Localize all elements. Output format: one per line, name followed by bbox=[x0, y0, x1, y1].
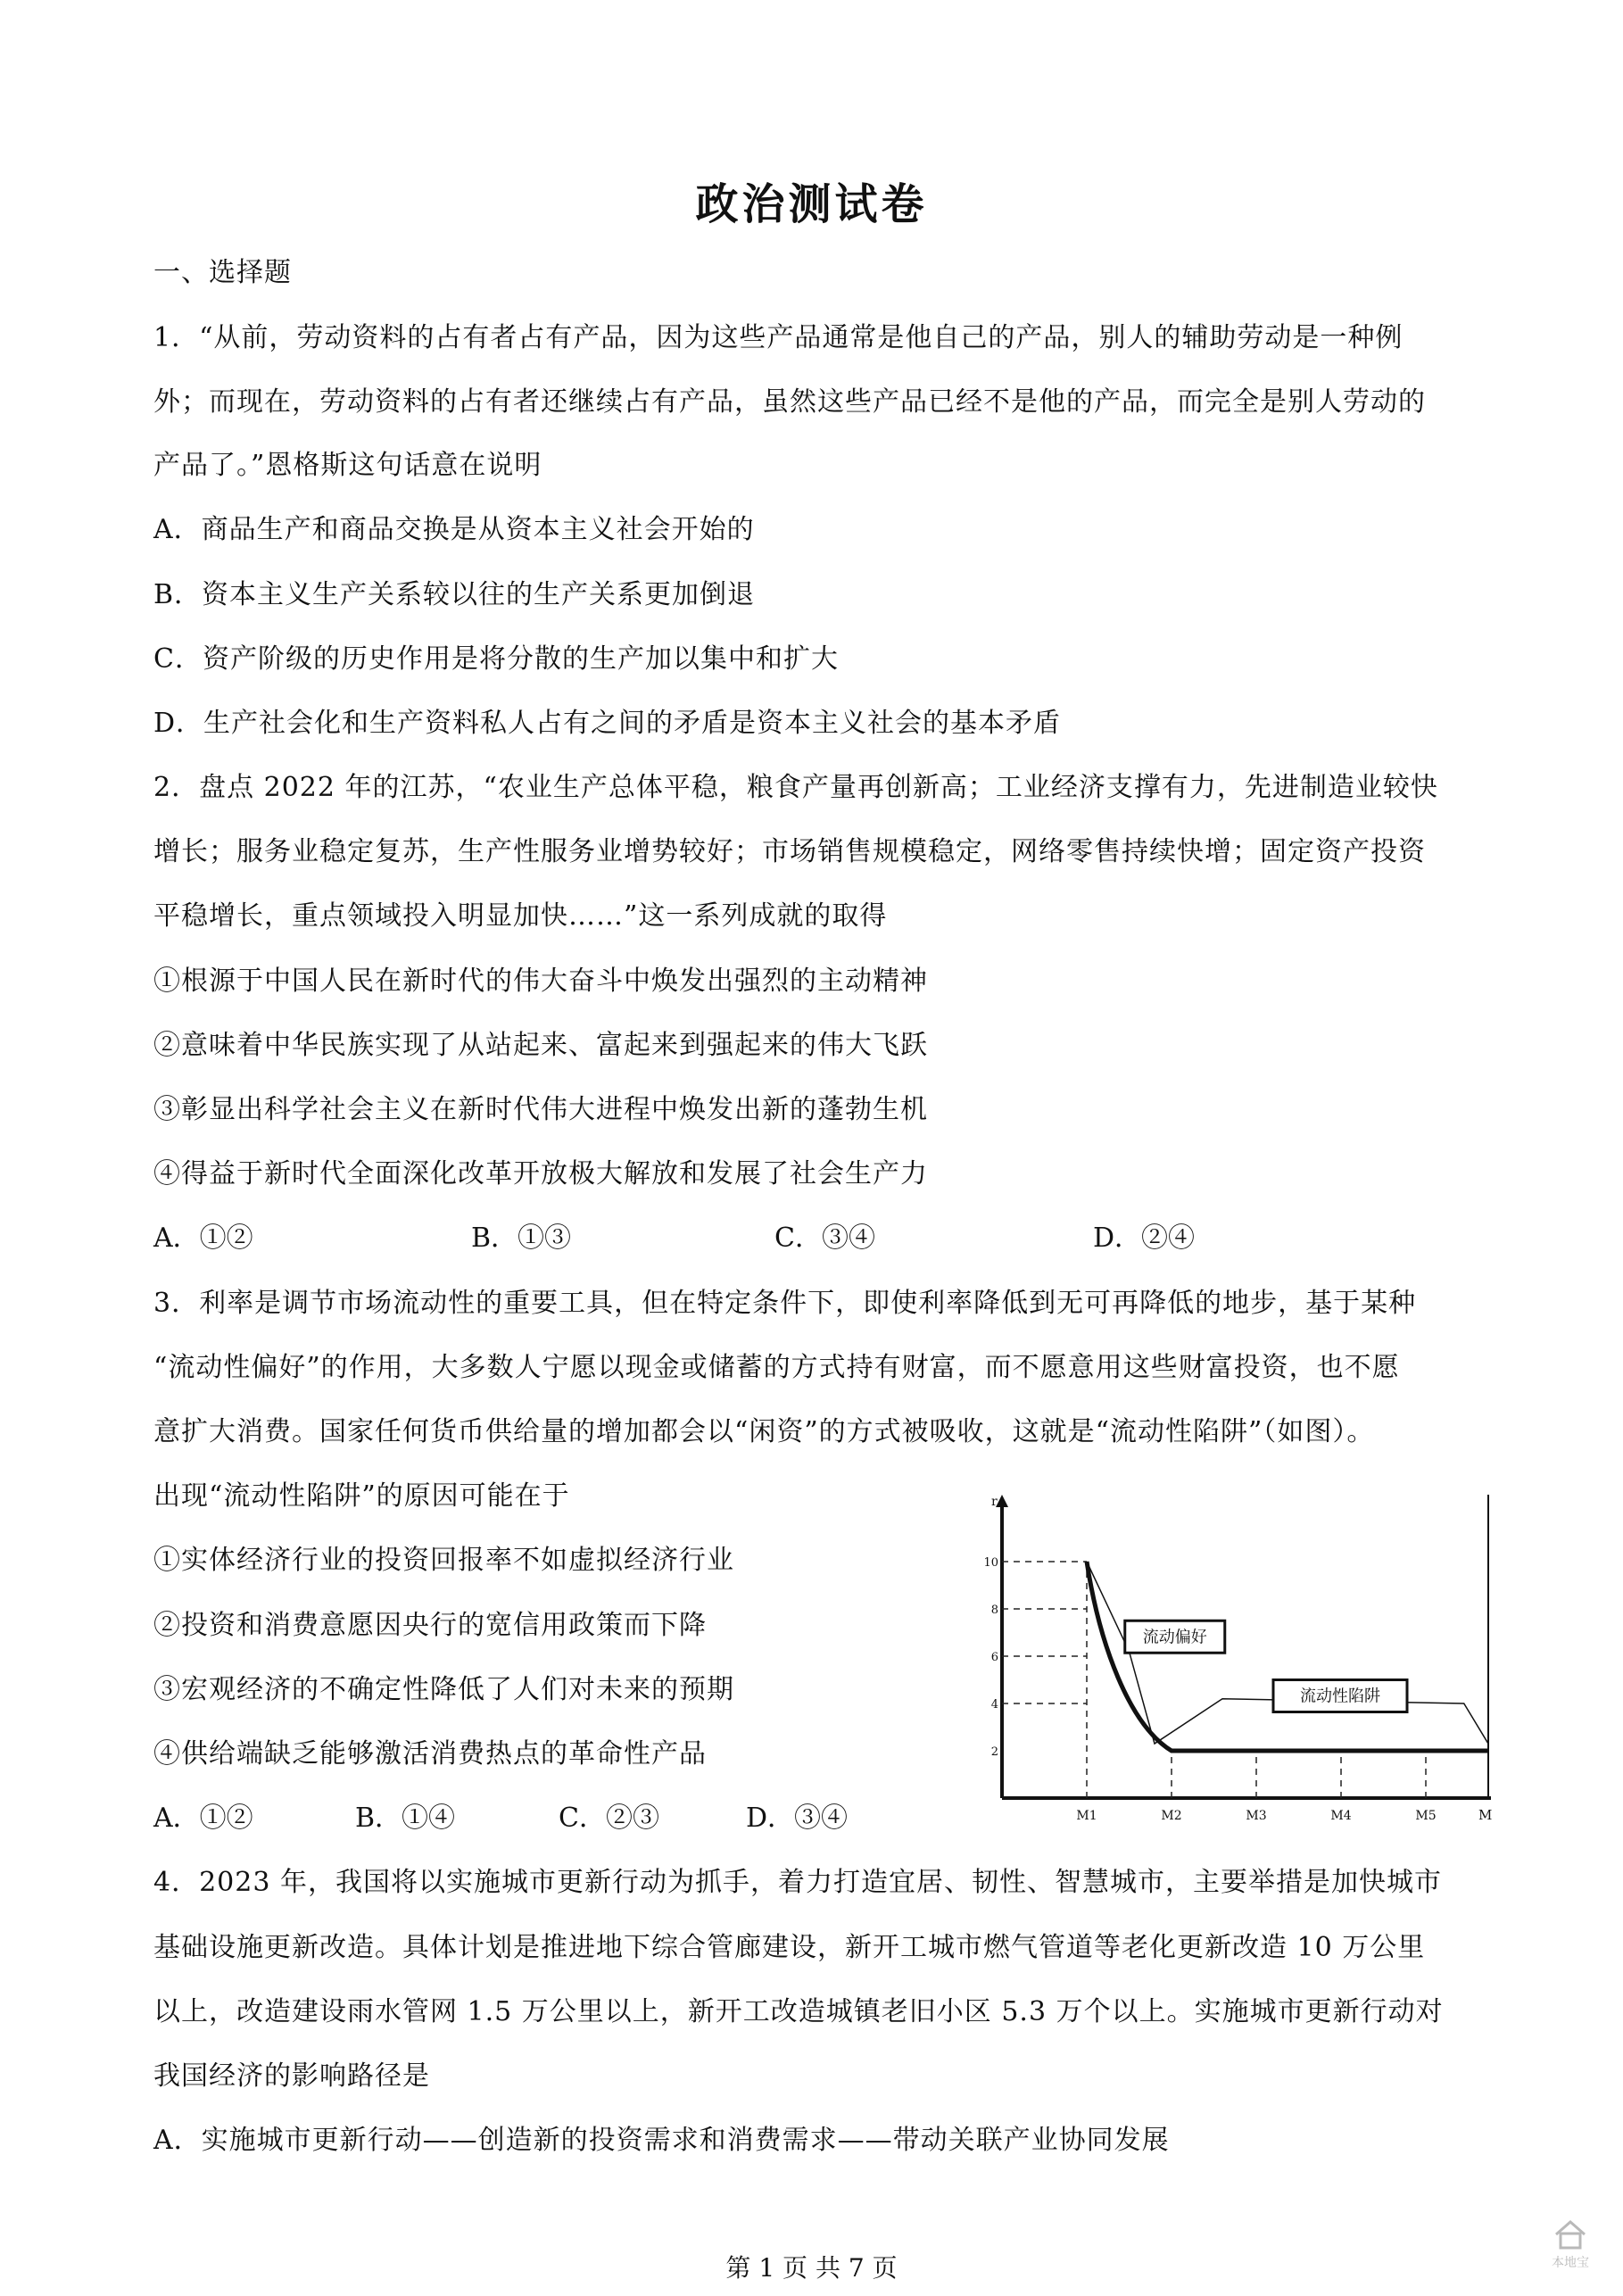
q1-stem-line-1: 1．“从前，劳动资料的占有者占有产品，因为这些产品通常是他自己的产品，别人的辅助劳动是一种例 bbox=[153, 322, 1404, 353]
q3-statement-1: ①实体经济行业的投资回报率不如虚拟经济行业 bbox=[153, 1545, 734, 1576]
q3-stem-line-4: 出现“流动性陷阱”的原因可能在于 bbox=[153, 1480, 570, 1512]
page-footer: 第 1 页 共 7 页 bbox=[725, 2253, 898, 2283]
q1-stem-line-2: 外；而现在，劳动资料的占有者还继续占有产品，虽然这些产品已经不是他的产品，而完全是别人劳动的 bbox=[153, 386, 1426, 418]
q2-statement-4: ④得益于新时代全面深化改革开放极大解放和发展了社会生产力 bbox=[153, 1158, 928, 1189]
x-tick-label: M3 bbox=[1246, 1809, 1267, 1823]
q3-statement-4: ④供给端缺乏能够激活消费热点的革命性产品 bbox=[153, 1738, 707, 1770]
q4-stem-line-1: 4．2023 年，我国将以实施城市更新行动为抓手，着力打造宜居、韧性、智慧城市，主要举措是加快城市 bbox=[153, 1867, 1442, 1898]
liquidity-curve-line bbox=[1087, 1562, 1488, 1751]
annotation-liquidity-preference-label: 流动偏好 bbox=[1142, 1628, 1207, 1647]
q2-statement-1: ①根源于中国人民在新时代的伟大奋斗中焕发出强烈的主动精神 bbox=[153, 966, 928, 997]
q3-option-a: A．①② bbox=[153, 1803, 253, 1834]
liquidity-trap-chart bbox=[983, 1495, 1495, 1838]
x-tick-label: M2 bbox=[1161, 1809, 1182, 1823]
q1-option-c: C．资产阶级的历史作用是将分散的生产加以集中和扩大 bbox=[153, 643, 839, 675]
annotation-liquidity-trap-label: 流动性陷阱 bbox=[1300, 1687, 1380, 1706]
q3-statement-2: ②投资和消费意愿因央行的宽信用政策而下降 bbox=[153, 1610, 707, 1641]
page-title: 政治测试卷 bbox=[695, 179, 928, 229]
q1-stem-line-3: 产品了。”恩格斯这句话意在说明 bbox=[153, 450, 542, 481]
y-tick-label: 6 bbox=[990, 1651, 998, 1664]
y-tick-label: 10 bbox=[983, 1556, 998, 1570]
q2-stem-line-3: 平稳增长，重点领域投入明显加快……”这一系列成就的取得 bbox=[153, 900, 888, 932]
watermark-text: 本地宝 bbox=[1552, 2256, 1589, 2270]
q2-stem-line-1: 2．盘点 2022 年的江苏，“农业生产总体平稳，粮食产量再创新高；工业经济支撑有力，先进制造业较快 bbox=[153, 772, 1438, 803]
q3-statement-3: ③宏观经济的不确定性降低了人们对未来的预期 bbox=[153, 1674, 734, 1705]
section-heading: 一、选择题 bbox=[153, 257, 292, 288]
q1-option-b: B．资本主义生产关系较以往的生产关系更加倒退 bbox=[153, 579, 756, 610]
q3-option-c: C．②③ bbox=[559, 1803, 659, 1834]
q2-option-a: A．①② bbox=[153, 1223, 253, 1254]
y-axis-label: r bbox=[991, 1495, 998, 1509]
q4-option-a: A．实施城市更新行动——创造新的投资需求和消费需求——带动关联产业协同发展 bbox=[153, 2125, 1170, 2156]
q4-stem-line-3: 以上，改造建设雨水管网 1.5 万公里以上，新开工改造城镇老旧小区 5.3 万个以上。实施城市更新行动对 bbox=[153, 1996, 1444, 2027]
q2-option-c: C．③④ bbox=[774, 1223, 875, 1254]
q3-stem-line-3: 意扩大消费。国家任何货币供给量的增加都会以“闲资”的方式被吸收，这就是“流动性陷阱”（如图）。 bbox=[153, 1416, 1375, 1447]
q2-option-d: D．②④ bbox=[1093, 1223, 1196, 1254]
q3-option-b: B．①④ bbox=[355, 1803, 456, 1834]
x-tick-label: M4 bbox=[1330, 1809, 1352, 1823]
y-axis-arrow bbox=[996, 1495, 1008, 1507]
q4-stem-line-2: 基础设施更新改造。具体计划是推进地下综合管廊建设，新开工城市燃气管道等老化更新改造 10 万公里 bbox=[153, 1932, 1426, 1963]
y-tick-label: 8 bbox=[990, 1604, 998, 1617]
q2-stem-line-2: 增长；服务业稳定复苏，生产性服务业增势较好；市场销售规模稳定，网络零售持续快增；固定资产投资 bbox=[153, 836, 1426, 867]
q4-stem-line-4: 我国经济的影响路径是 bbox=[153, 2060, 430, 2092]
x-tick-label: M1 bbox=[1076, 1809, 1097, 1823]
x-axis-label: M bbox=[1478, 1807, 1493, 1823]
q2-statement-2: ②意味着中华民族实现了从站起来、富起来到强起来的伟大飞跃 bbox=[153, 1030, 928, 1061]
q3-stem-line-2: “流动性偏好”的作用，大多数人宁愿以现金或储蓄的方式持有财富，而不愿意用这些财富投资，也不愿 bbox=[153, 1352, 1400, 1383]
q1-option-d: D．生产社会化和生产资料私人占有之间的矛盾是资本主义社会的基本矛盾 bbox=[153, 708, 1062, 739]
x-tick-label: M5 bbox=[1415, 1809, 1437, 1823]
q3-option-d: D．③④ bbox=[746, 1803, 849, 1834]
watermark bbox=[1537, 2219, 1603, 2271]
q2-statement-3: ③彰显出科学社会主义在新时代伟大进程中焕发出新的蓬勃生机 bbox=[153, 1094, 928, 1125]
y-tick-label: 4 bbox=[990, 1698, 998, 1712]
q2-option-b: B．①③ bbox=[471, 1223, 572, 1254]
q1-option-a: A．商品生产和商品交换是从资本主义社会开始的 bbox=[153, 514, 755, 545]
house-logo-icon bbox=[1553, 2219, 1588, 2250]
q3-stem-line-1: 3．利率是调节市场流动性的重要工具，但在特定条件下，即使利率降低到无可再降低的地步，基于某种 bbox=[153, 1288, 1417, 1319]
y-tick-label: 2 bbox=[990, 1745, 998, 1759]
